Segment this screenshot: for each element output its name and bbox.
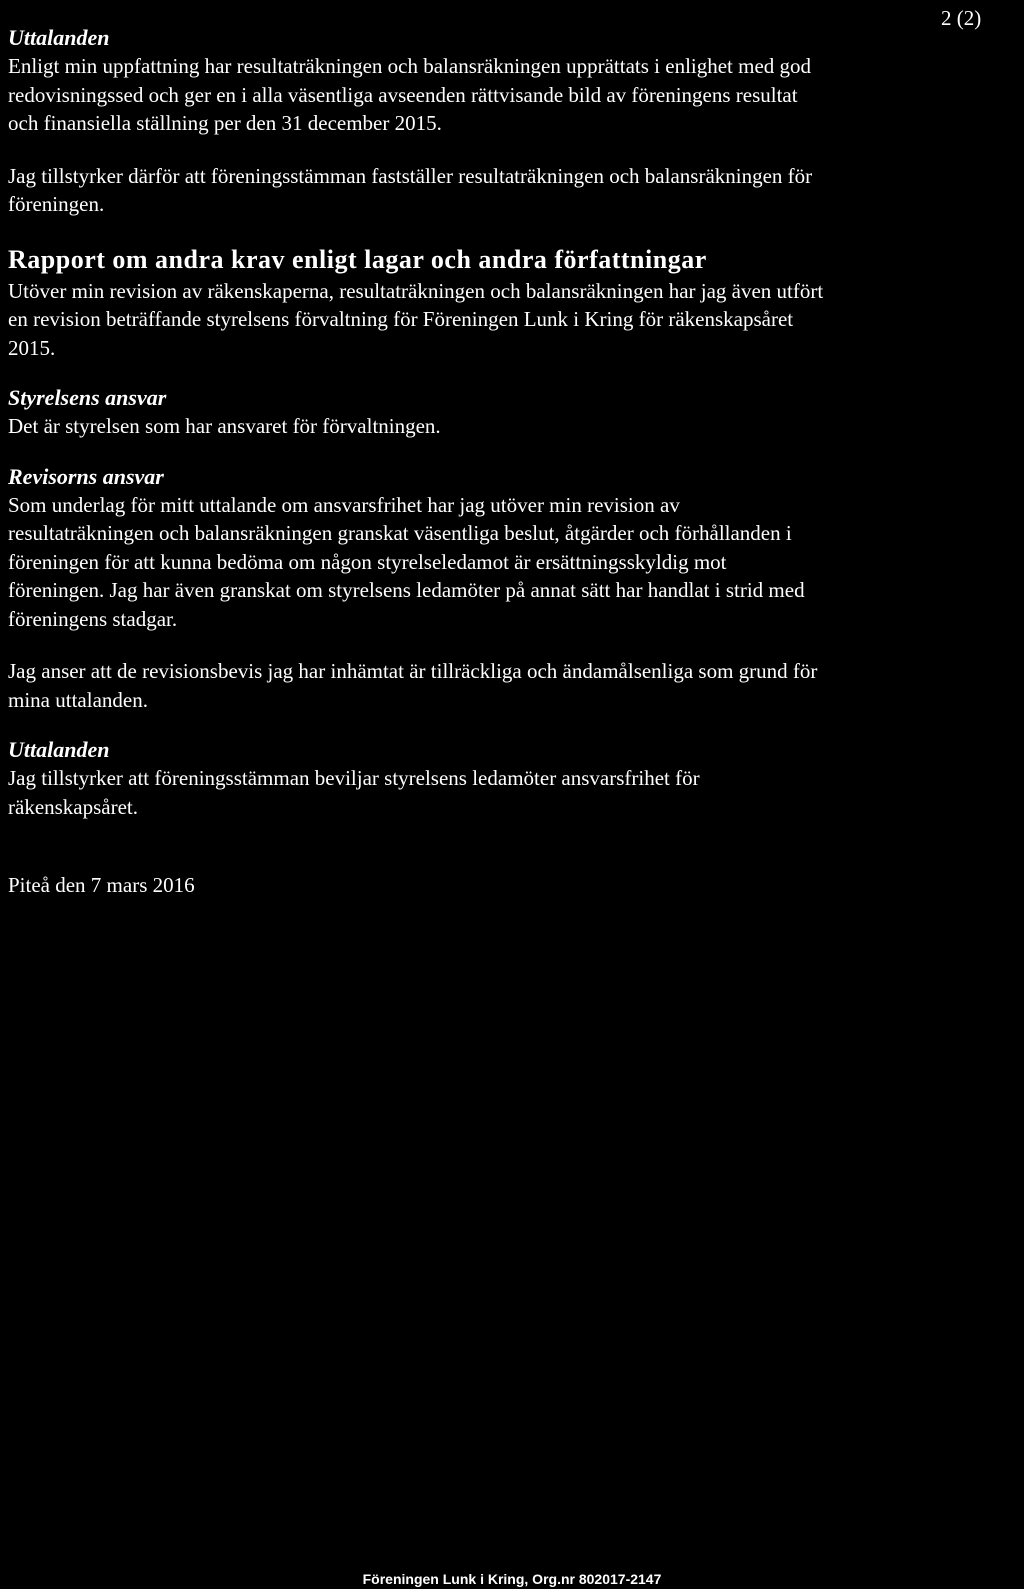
opinion-paragraph-2: Jag tillstyrker därför att föreningsstämman fastställer resultaträkningen och balansräkningen för föreningen. xyxy=(8,163,813,216)
discharge-opinion-section xyxy=(8,736,1020,821)
opinion-heading: Uttalanden xyxy=(8,25,110,50)
board-responsibility-heading: Styrelsens ansvar xyxy=(8,385,167,410)
discharge-opinion-heading: Uttalanden xyxy=(8,737,110,762)
auditor-responsibility-section xyxy=(8,463,1020,715)
board-responsibility-section xyxy=(8,384,1020,441)
page-number: 2 (2) xyxy=(941,6,982,30)
opinion-paragraph-1: Enligt min uppfattning har resultaträkningen och balansräkningen upprättats i enlighet med god redovisningssed och ger en i alla väsentliga avseenden rättvisande bild av föreningens resultat och finansiella ställning per den 31 december 2015. xyxy=(8,54,812,135)
discharge-opinion-paragraph: Jag tillstyrker att föreningsstämman beviljar styrelsens ledamöter ansvarsfrihet för räkenskapsåret. xyxy=(8,766,700,819)
footer-organization: Föreningen Lunk i Kring, Org.nr 802017-2147 xyxy=(362,1571,662,1587)
opinion-section xyxy=(8,24,1020,219)
place-date: Piteå den 7 mars 2016 xyxy=(8,873,195,897)
auditor-paragraph-1: Som underlag för mitt uttalande om ansvarsfrihet har jag utöver min revision av resultaträkningen och balansräkningen granskat väsentliga beslut, åtgärder och förhållanden i föreningen för att kunna bedöma om någon styrelseledamot är ersättningsskyldig mot föreningen. Jag har även granskat om styrelsens ledamöter på annat sätt har handlat i strid med föreningens stadgar. xyxy=(8,492,805,631)
report-paragraph: Utöver min revision av räkenskaperna, resultaträkningen och balansräkningen har jag även utfört en revision beträffande styrelsens förvaltning för Föreningen Lunk i Kring för räkenskapsåret 2015. xyxy=(8,278,824,360)
auditor-responsibility-heading: Revisorns ansvar xyxy=(8,463,164,489)
auditor-paragraph-2: Jag anser att de revisionsbevis jag har inhämtat är tillräckliga och ändamålsenliga som grund för mina uttalanden. xyxy=(8,659,818,712)
document-body xyxy=(8,24,1020,899)
report-section xyxy=(8,243,1020,363)
report-heading: Rapport om andra krav enligt lagar och andra författningar xyxy=(8,244,707,274)
board-responsibility-paragraph: Det är styrelsen som har ansvaret för förvaltningen. xyxy=(8,414,441,438)
